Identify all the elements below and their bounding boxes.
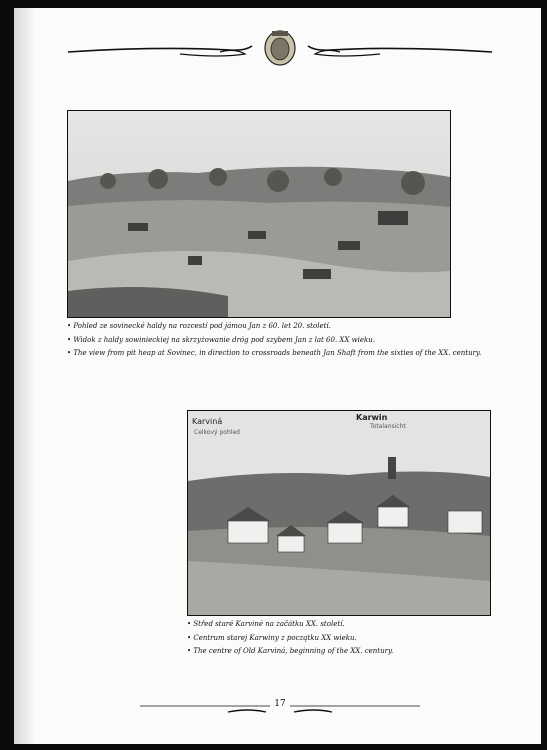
caption-czech: • Střed staré Karviné na začátku XX. století.: [187, 620, 345, 628]
photo2-caption: [187, 618, 393, 659]
caption-polish: • Widok z haldy sowinieckiej na skrzyżowanie dróg pod szybem Jan z lat 60. XX wieku.: [67, 335, 375, 344]
photo1-caption: [67, 320, 481, 361]
overlay-subtitle-czech: Celkový pohled: [194, 429, 240, 436]
photo-old-karvina: [187, 410, 491, 616]
header-ornament: [60, 28, 500, 68]
page-number: 17: [274, 699, 286, 709]
page-spine-shadow: [14, 8, 36, 744]
overlay-subtitle-german: Totalansicht: [370, 423, 406, 430]
crest-icon: [265, 31, 295, 65]
caption-czech: • Pohled ze sovinecké haldy na rozcestí pod jámou Jan z 60. let 20. století.: [67, 322, 331, 330]
photo-sovinec-heap: [67, 110, 451, 318]
page-footer: [140, 696, 420, 720]
overlay-title-czech: Karviná: [192, 417, 223, 426]
overlay-title-german: Karwin: [356, 413, 388, 422]
caption-english: • The centre of Old Karviná, beginning of the XX. century.: [187, 647, 394, 655]
caption-english: • The view from pit heap at Sovinec, in direction to crossroads beneath Jan Shaft from the sixties of the XX. century.: [67, 349, 482, 357]
caption-polish: • Centrum starej Karwiny z początku XX wieku.: [187, 633, 357, 642]
